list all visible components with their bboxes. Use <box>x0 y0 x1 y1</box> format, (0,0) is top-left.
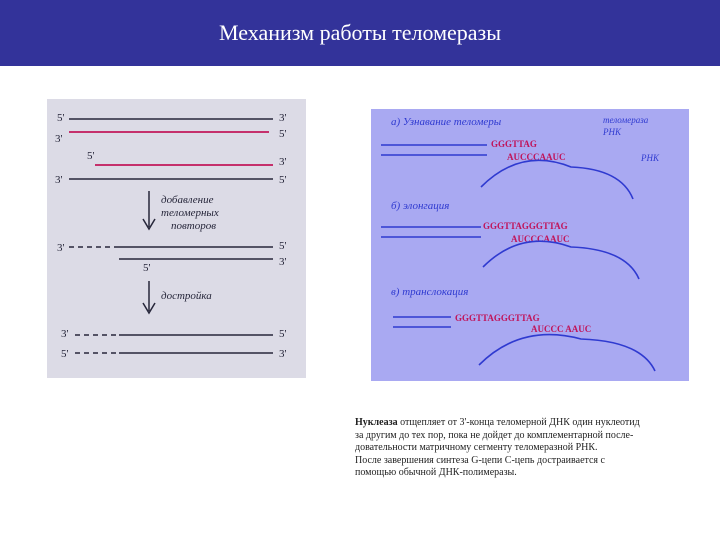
slide-title: Механизм работы теломеразы <box>219 20 501 45</box>
strand-end-label: 3' <box>61 328 69 340</box>
telomerase-rna-loop <box>481 160 633 199</box>
caption-text: отщепляет от 3'-конца теломерной ДНК один нуклеотид <box>397 417 640 428</box>
strand-end-label: 3' <box>279 256 287 268</box>
strand-end-label: 5' <box>279 174 287 186</box>
strand-end-label: 5' <box>279 328 287 340</box>
caption-line <box>355 417 700 430</box>
stage-label: а) Узнавание теломеры <box>391 116 502 128</box>
telomerase-rna-loop <box>483 241 639 279</box>
step-annotation: достройка <box>161 290 212 302</box>
rna-sequence: AUCCCAAUC <box>507 152 566 162</box>
strand-end-label: 3' <box>55 133 63 145</box>
dna-sequence: GGGTTAG <box>491 139 537 149</box>
strand-end-label: 5' <box>143 262 151 274</box>
rna-sequence: AUCCCAAUC <box>511 234 570 244</box>
caption-line: за другим до тех пор, пока не дойдет до комплементарной после- <box>355 429 634 441</box>
strand-end-label: 3' <box>279 348 287 360</box>
strand-end-label: 5' <box>61 348 69 360</box>
strand-end-label: 3' <box>279 112 287 124</box>
rna-sequence: AUCCC AAUC <box>531 324 592 334</box>
step-annotation: теломерных <box>161 207 219 219</box>
strand-end-label: 5' <box>87 150 95 162</box>
dna-sequence: GGGTTAGGGTTAG <box>483 221 568 231</box>
dna-strands-drawing <box>47 99 306 378</box>
stage-label: б) элонгация <box>391 200 450 212</box>
dna-sequence: GGGTTAGGGTTAG <box>455 313 540 323</box>
handwritten-note: РНК <box>603 127 621 137</box>
telomerase-drawing <box>371 109 689 381</box>
caption-line: помощью обычной ДНК-полимеразы. <box>355 467 517 478</box>
strand-end-label: 3' <box>55 174 63 186</box>
stage-label: в) транслокация <box>391 286 469 298</box>
strand-end-label: 3' <box>57 242 65 254</box>
strand-end-label: 3' <box>279 156 287 168</box>
telomerase-mechanism-photo <box>371 109 689 381</box>
title-bar <box>0 0 720 66</box>
strand-end-label: 5' <box>279 128 287 140</box>
handwritten-note: теломераза <box>603 115 649 125</box>
strand-end-label: 5' <box>57 112 65 124</box>
step-annotation: повторов <box>171 220 216 232</box>
strand-end-label: 5' <box>279 240 287 252</box>
telomerase-rna-loop <box>479 335 655 371</box>
caption-line: После завершения синтеза G-цепи С-цепь достраивается с <box>355 454 605 466</box>
caption-line: довательности матричному сегменту теломеразной РНК. <box>355 442 598 453</box>
dna-replication-photo <box>47 99 306 378</box>
explanation-caption <box>355 417 700 480</box>
nuclease-term: Нуклеаза <box>355 417 398 428</box>
handwritten-note: РНК <box>641 153 659 163</box>
step-annotation: добавление <box>161 194 214 206</box>
